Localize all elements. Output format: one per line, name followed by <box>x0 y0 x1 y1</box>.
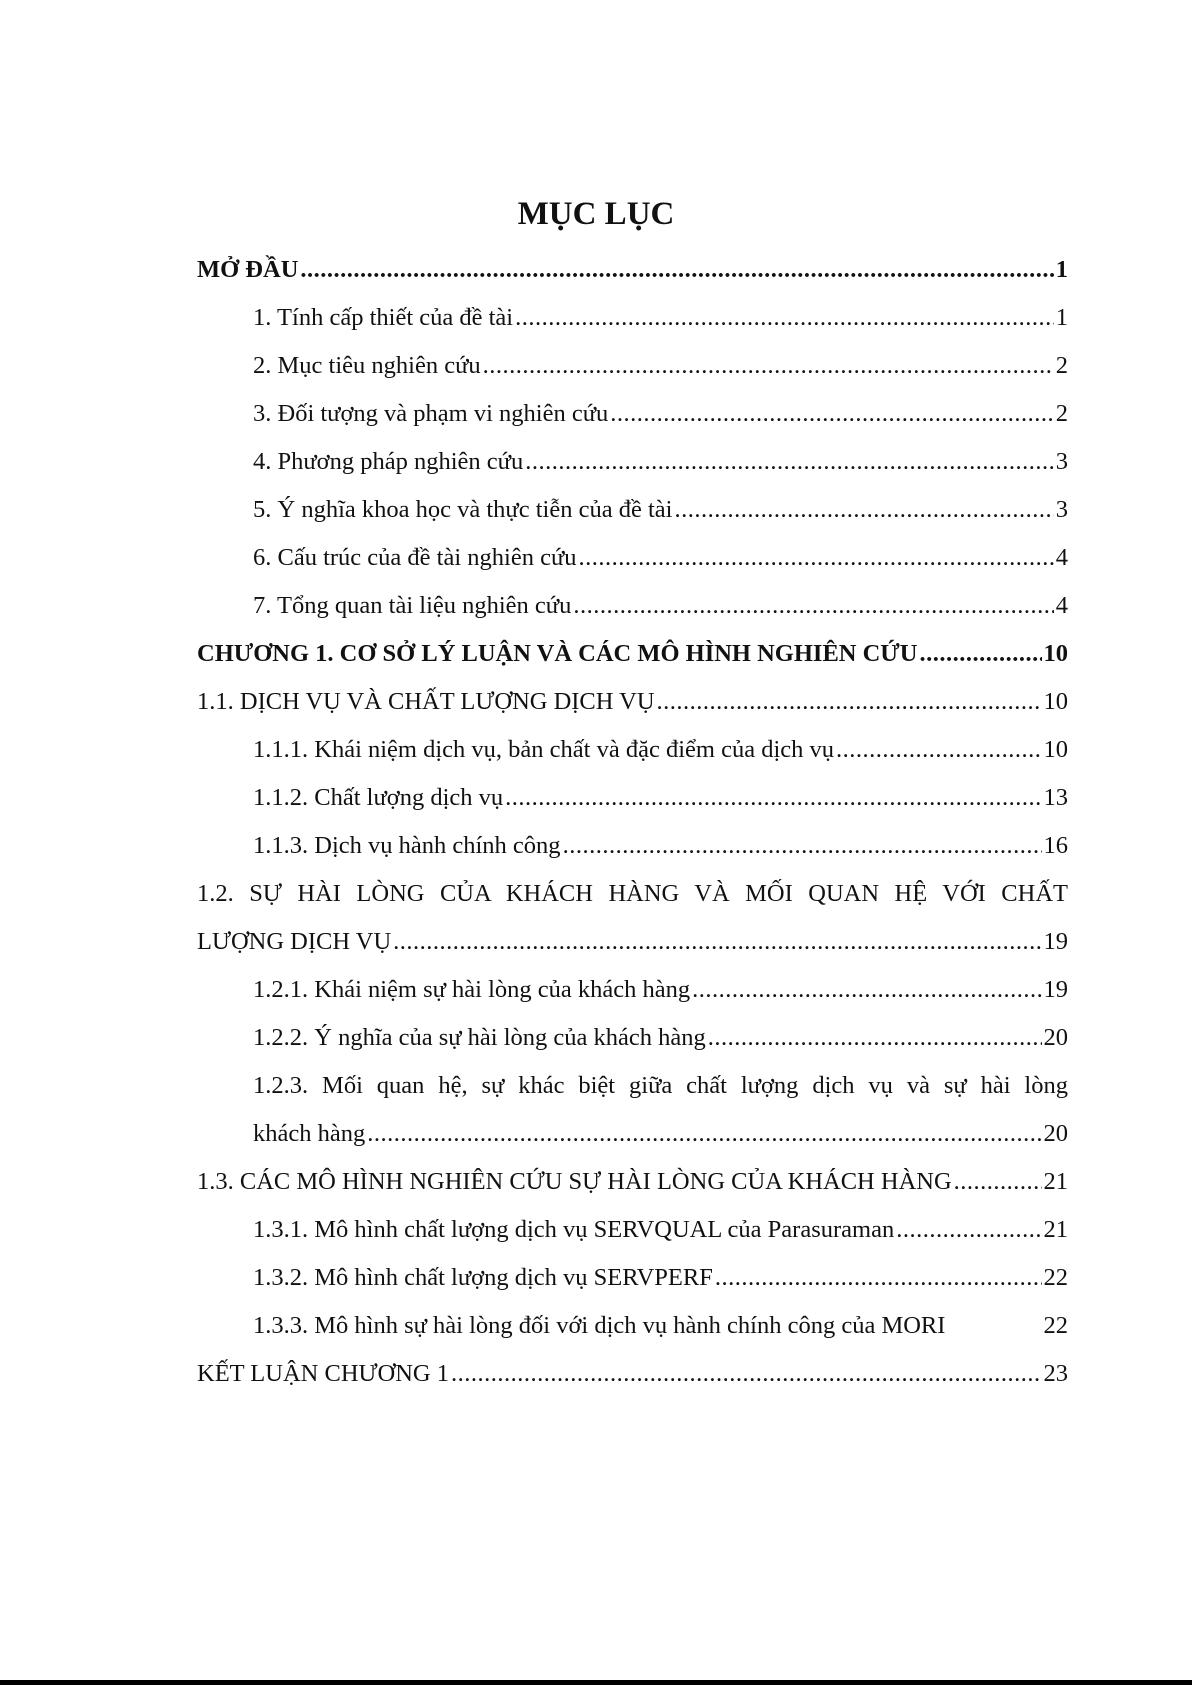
toc-entry <box>197 726 1068 774</box>
toc-entry-page: 23 <box>1043 1360 1068 1387</box>
toc-entry-page: 20 <box>1043 1024 1068 1051</box>
toc-entry-page: 16 <box>1043 832 1068 859</box>
leader-dots <box>451 1350 1042 1398</box>
leader-dots <box>525 438 1054 486</box>
toc-entry <box>197 1110 1068 1158</box>
leader-dots <box>708 1014 1042 1062</box>
toc-entry-label: 1.1. DỊCH VỤ VÀ CHẤT LƯỢNG DỊCH VỤ <box>197 688 655 715</box>
toc-entry-label: 1.3. CÁC MÔ HÌNH NGHIÊN CỨU SỰ HÀI LÒNG CỦA KHÁCH HÀNG <box>197 1168 952 1195</box>
toc-entry-wrapped-line: 1.2. SỰ HÀI LÒNG CỦA KHÁCH HÀNG VÀ MỐI QUAN HỆ VỚI CHẤT <box>197 880 1068 907</box>
toc-entry-label: 2. Mục tiêu nghiên cứu <box>253 352 481 379</box>
toc-entry-page: 10 <box>1043 640 1068 667</box>
toc-entry-page: 10 <box>1043 688 1068 715</box>
toc-entry-label: MỞ ĐẦU <box>197 256 299 283</box>
toc-entry <box>197 774 1068 822</box>
leader-dots <box>896 1206 1041 1254</box>
leader-dots <box>657 678 1042 726</box>
page-bottom-edge <box>0 1680 1192 1685</box>
toc-entry-label: 1. Tính cấp thiết của đề tài <box>253 304 514 331</box>
leader-dots <box>715 1254 1042 1302</box>
toc-entry-label: 1.2.2. Ý nghĩa của sự hài lòng của khách hàng <box>253 1024 706 1051</box>
toc-entry-wrapped-line: 1.2.3. Mối quan hệ, sự khác biệt giữa chất lượng dịch vụ và sự hài lòng <box>253 1072 1068 1099</box>
toc-entry-mo-dau <box>197 246 1068 294</box>
toc-entry-label: 4. Phương pháp nghiên cứu <box>253 448 524 475</box>
toc-entry-chapter-1 <box>197 630 1068 678</box>
toc-entry-label: 1.1.1. Khái niệm dịch vụ, bản chất và đặc điểm của dịch vụ <box>253 736 835 763</box>
toc-entry-page: 10 <box>1043 736 1068 763</box>
toc-entry <box>197 1014 1068 1062</box>
toc-entry-label: 1.2.1. Khái niệm sự hài lòng của khách hàng <box>253 976 691 1003</box>
toc-entry-page: 4 <box>1055 544 1068 571</box>
toc-entry-label: 7. Tổng quan tài liệu nghiên cứu <box>253 592 572 619</box>
toc-entry-label: KẾT LUẬN CHƯƠNG 1 <box>197 1360 449 1387</box>
toc-entry <box>197 294 1068 342</box>
toc-entry <box>197 342 1068 390</box>
toc-entry <box>197 1302 1068 1350</box>
toc-entry-label: 1.3.1. Mô hình chất lượng dịch vụ SERVQUAL của Parasuraman <box>253 1216 895 1243</box>
toc-entry-label: 3. Đối tượng và phạm vi nghiên cứu <box>253 400 609 427</box>
leader-dots <box>515 294 1054 342</box>
leader-dots <box>836 726 1041 774</box>
toc-entry-page: 21 <box>1043 1168 1068 1195</box>
toc-entry <box>197 390 1068 438</box>
toc-entry <box>197 966 1068 1014</box>
toc-entry-page: 3 <box>1055 448 1068 475</box>
toc-entry-page: 22 <box>1043 1264 1068 1291</box>
leader-dots <box>505 774 1041 822</box>
toc-entry-page: 1 <box>1055 304 1068 331</box>
toc-entry <box>197 1158 1068 1206</box>
toc-entry-label: 1.1.3. Dịch vụ hành chính công <box>253 832 561 859</box>
leader-dots <box>573 582 1053 630</box>
toc-entry <box>197 582 1068 630</box>
toc-entry-label: 5. Ý nghĩa khoa học và thực tiễn của đề tài <box>253 496 673 523</box>
toc-entry-page: 2 <box>1055 400 1068 427</box>
toc-entry <box>197 438 1068 486</box>
toc-entry-page: 22 <box>1043 1312 1068 1339</box>
leader-dots <box>483 342 1054 390</box>
leader-dots <box>300 246 1053 294</box>
leader-dots <box>393 918 1041 966</box>
toc-entry-label: 1.3.3. Mô hình sự hài lòng đối với dịch vụ hành chính công của MORI <box>253 1312 946 1339</box>
toc-entry-page: 4 <box>1055 592 1068 619</box>
toc-entry-label: 6. Cấu trúc của đề tài nghiên cứu <box>253 544 577 571</box>
toc-entry-page: 3 <box>1055 496 1068 523</box>
toc-entry <box>197 486 1068 534</box>
toc-entry <box>197 1254 1068 1302</box>
toc-entry-label: LƯỢNG DỊCH VỤ <box>197 928 392 955</box>
toc-entry <box>197 918 1068 966</box>
leader-dots <box>674 486 1053 534</box>
leader-dots <box>692 966 1041 1014</box>
toc-entry <box>197 678 1068 726</box>
leader-dots <box>563 822 1042 870</box>
toc-entry <box>197 534 1068 582</box>
toc-entry-page: 1 <box>1055 256 1068 283</box>
leader-dots <box>610 390 1054 438</box>
leader-dots <box>367 1110 1041 1158</box>
toc-entry-label: 1.1.2. Chất lượng dịch vụ <box>253 784 504 811</box>
table-of-contents <box>197 246 1068 1398</box>
toc-entry-label: khách hàng <box>253 1120 366 1147</box>
toc-entry-page: 19 <box>1043 976 1068 1003</box>
toc-entry-page: 21 <box>1043 1216 1068 1243</box>
leader-dots <box>920 630 1042 678</box>
toc-entry-label: 1.3.2. Mô hình chất lượng dịch vụ SERVPERF <box>253 1264 713 1291</box>
page-title: MỤC LỤC <box>517 196 675 232</box>
toc-entry <box>197 1206 1068 1254</box>
toc-entry-page: 20 <box>1043 1120 1068 1147</box>
leader-dots <box>579 534 1054 582</box>
leader-dots <box>954 1158 1042 1206</box>
toc-entry <box>197 822 1068 870</box>
toc-entry-label: CHƯƠNG 1. CƠ SỞ LÝ LUẬN VÀ CÁC MÔ HÌNH NGHIÊN CỨU <box>197 640 918 667</box>
toc-entry-page: 19 <box>1043 928 1068 955</box>
toc-entry-page: 2 <box>1055 352 1068 379</box>
toc-entry-page: 13 <box>1043 784 1068 811</box>
toc-entry <box>197 1350 1068 1398</box>
